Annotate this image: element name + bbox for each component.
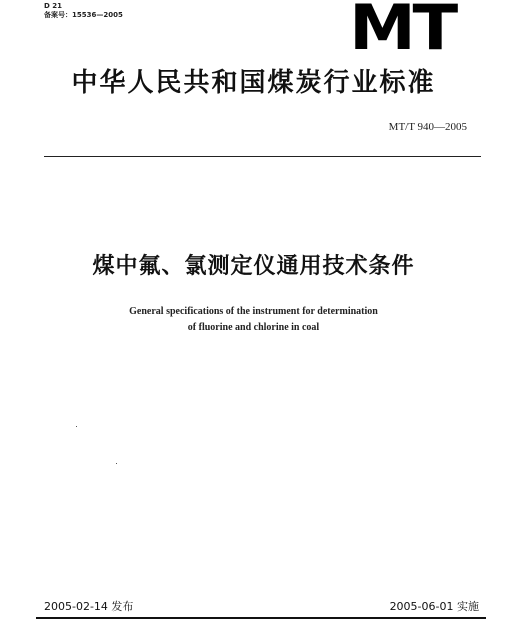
header-divider	[44, 156, 481, 157]
speck-mark	[116, 463, 117, 464]
title-en-line-1: General specifications of the instrument for determination	[129, 306, 378, 317]
mt-logo: MT	[349, 0, 455, 64]
ics-code: D 21	[44, 2, 62, 10]
title-en-line-2: of fluorine and chlorine in coal	[187, 322, 320, 333]
implementation-date: 2005-06-01 实施	[389, 600, 479, 613]
issue-date: 2005-02-14 发布	[44, 600, 134, 613]
standard-type-title: 中华人民共和国煤炭行业标准	[71, 68, 436, 98]
footer-divider	[36, 617, 486, 619]
document-title-zh: 煤中氟、氯测定仪通用技术条件	[92, 254, 415, 279]
record-number: 备案号：15536—2005	[44, 11, 123, 19]
speck-mark	[76, 426, 77, 427]
document-title-en	[0, 304, 507, 336]
standard-code: MT/T 940—2005	[388, 121, 467, 133]
